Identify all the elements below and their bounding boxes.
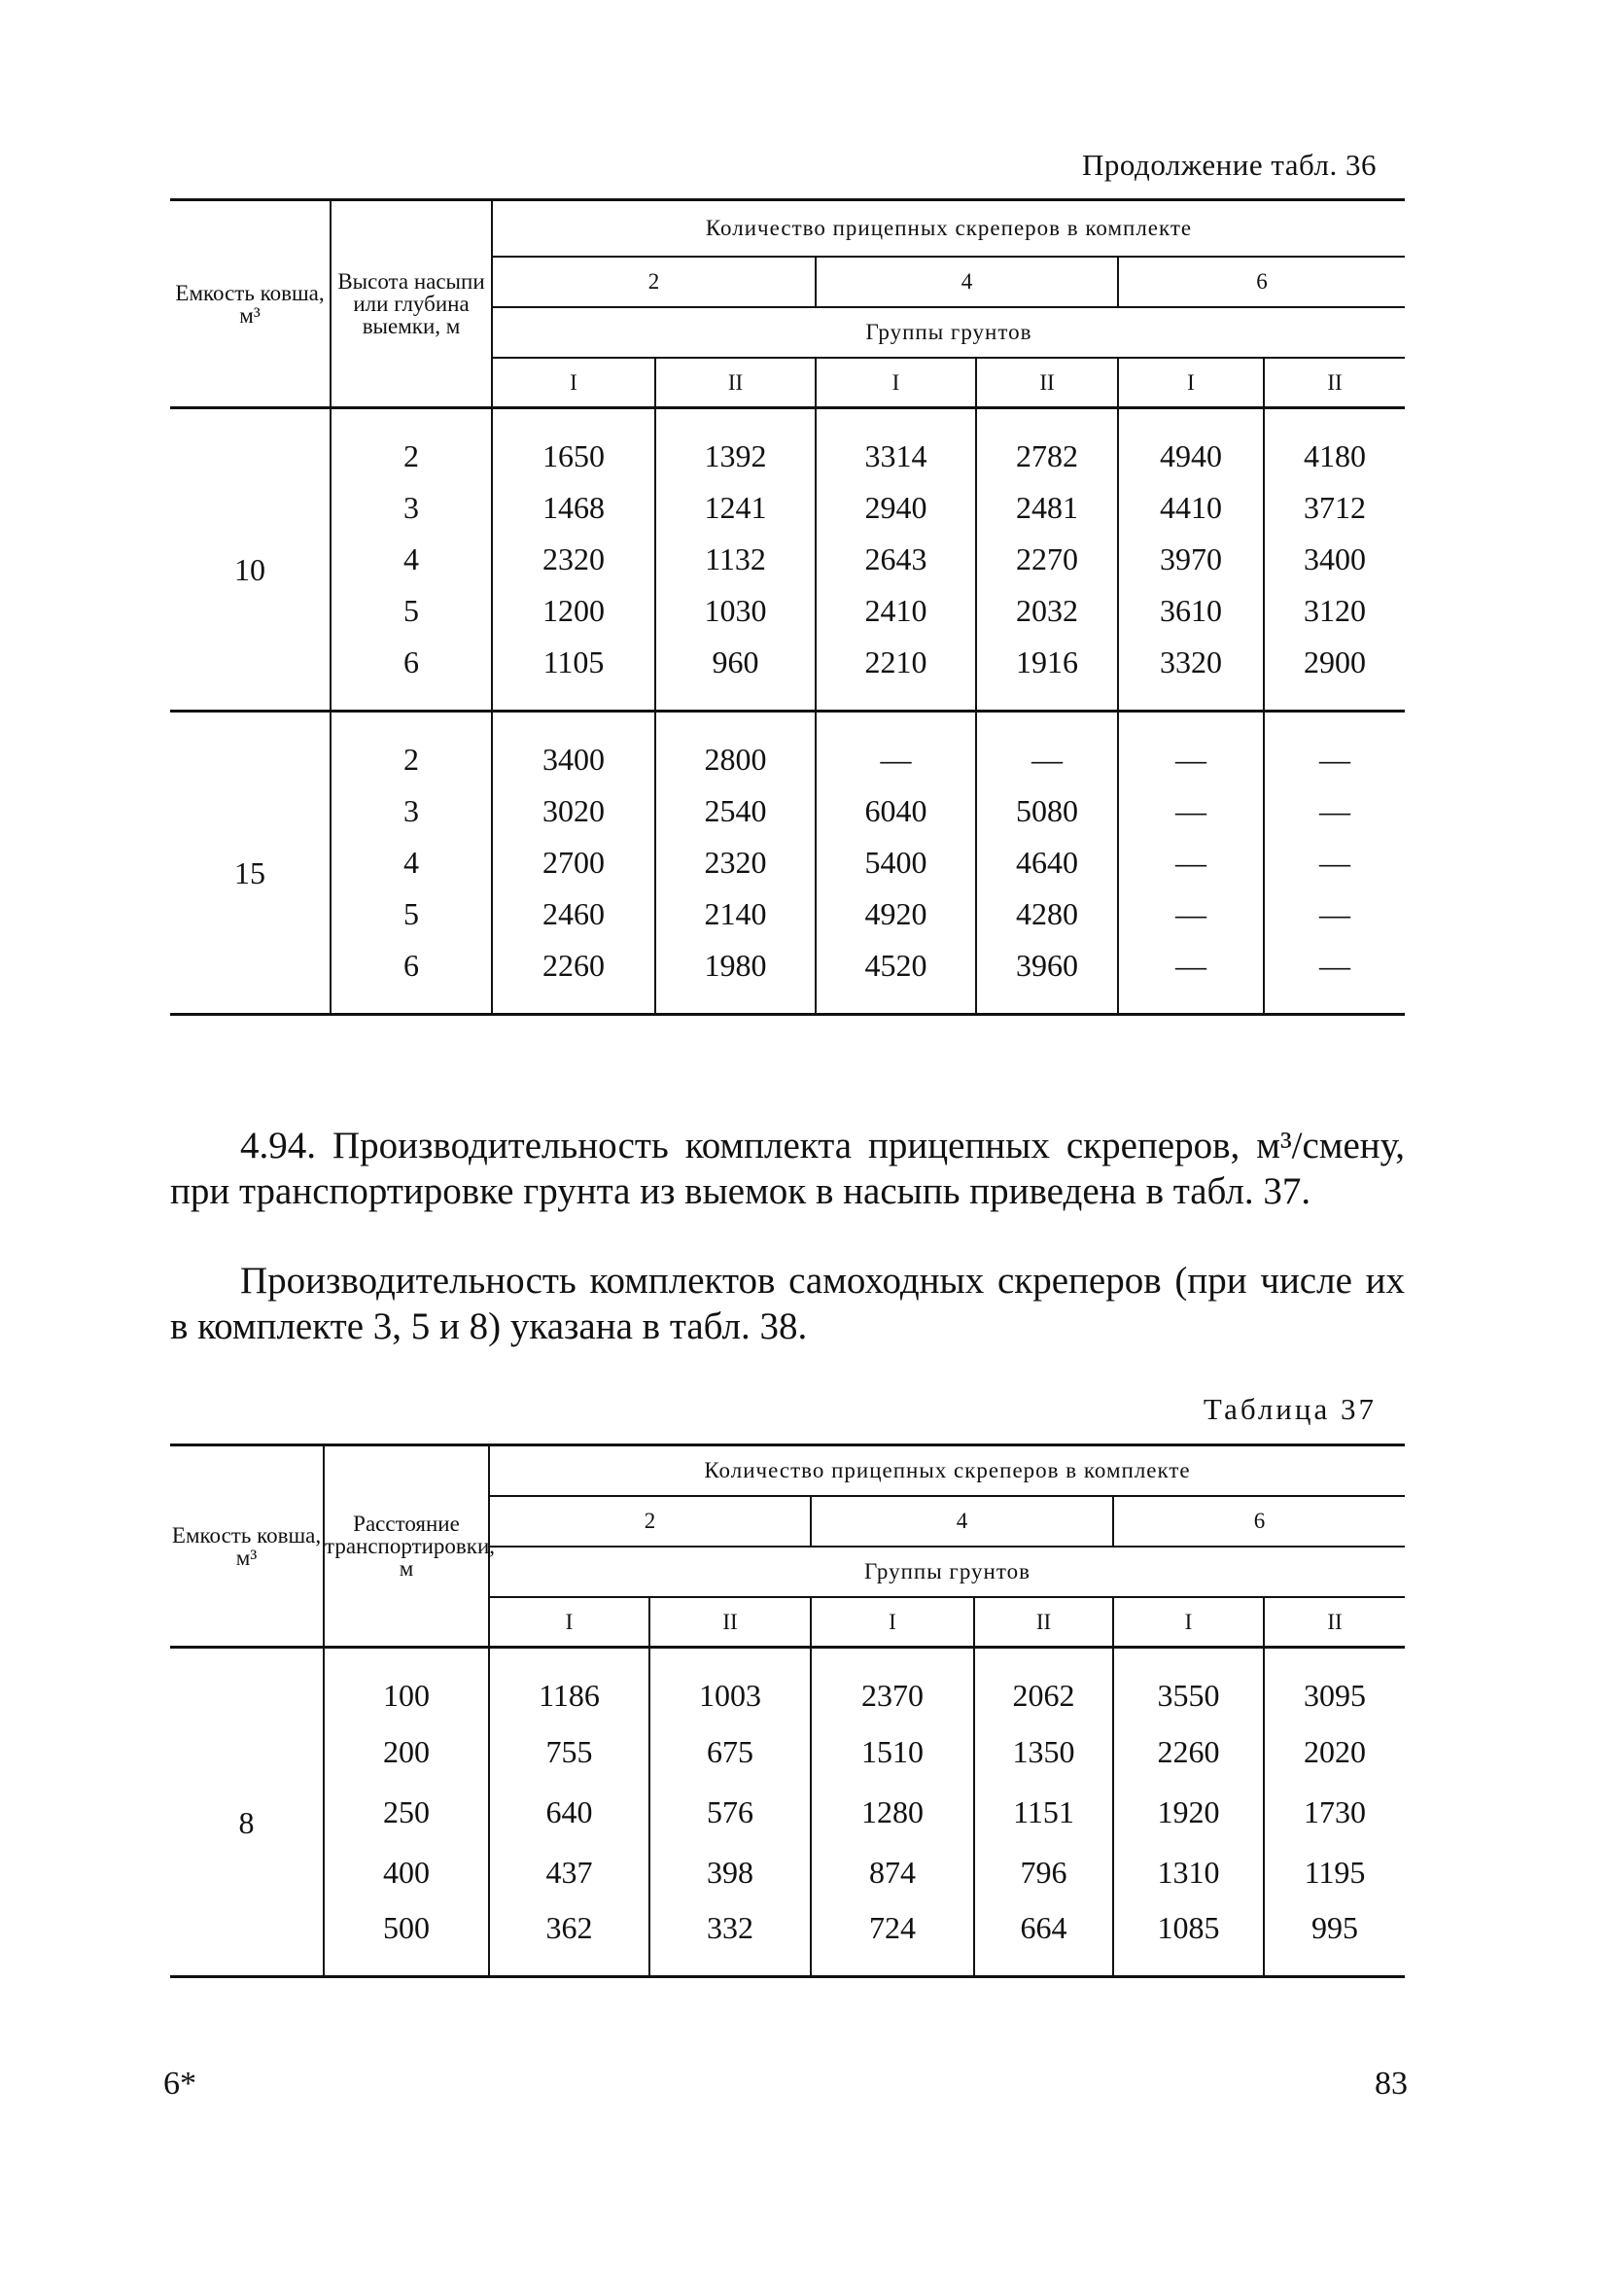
height-cell: 4	[331, 837, 492, 888]
value-cell: 1916	[976, 637, 1118, 712]
value-cell: 2900	[1264, 637, 1405, 712]
value-cell: —	[1118, 940, 1264, 1015]
table-row	[170, 712, 1405, 786]
value-cell: 4280	[976, 888, 1118, 940]
height-cell: 4	[331, 534, 492, 585]
value-cell: 3020	[492, 785, 655, 837]
value-cell: 2800	[655, 712, 816, 786]
value-cell: 3550	[1113, 1648, 1264, 1722]
value-cell: —	[1264, 888, 1405, 940]
table-row	[170, 585, 1405, 637]
value-cell: 5080	[976, 785, 1118, 837]
soil-group-header: II	[976, 358, 1118, 408]
value-cell: —	[976, 712, 1118, 786]
table-36-section-15	[170, 712, 1405, 1015]
table-36-header	[170, 200, 1405, 408]
value-cell: 2320	[655, 837, 816, 888]
distance-cell: 400	[324, 1842, 489, 1902]
value-cell: 1392	[655, 408, 816, 483]
table-36-caption: Продолжение табл. 36	[1082, 148, 1377, 182]
soil-group-header: II	[1264, 358, 1405, 408]
value-cell: 995	[1264, 1902, 1405, 1977]
height-cell: 6	[331, 637, 492, 712]
table-36-section-10	[170, 408, 1405, 712]
count-header-6: 6	[1118, 257, 1405, 307]
scraper-count-group-header: Количество прицепных скреперов в комплекте	[492, 200, 1405, 257]
value-cell: 1241	[655, 482, 816, 534]
table-37-section-8	[170, 1648, 1405, 1977]
capacity-cell: 8	[238, 1804, 255, 1840]
value-cell: 3314	[816, 408, 976, 483]
height-cell: 5	[331, 585, 492, 637]
capacity-cell: 10	[234, 552, 265, 587]
soil-groups-header: Группы грунтов	[489, 1547, 1405, 1597]
value-cell: 1510	[811, 1722, 974, 1782]
value-cell: 4410	[1118, 482, 1264, 534]
soil-group-header: I	[811, 1597, 974, 1648]
value-cell: 2020	[1264, 1722, 1405, 1782]
value-cell: 2210	[816, 637, 976, 712]
paragraph-4-94: 4.94. Производительность комплекта прицепных скреперов, м³/смену, при транспортировке грунта из выемок в насыпь приведена в табл. 37.	[170, 1125, 1405, 1212]
value-cell: 3960	[976, 940, 1118, 1015]
value-cell: 4940	[1118, 408, 1264, 483]
capacity-cell: 15	[234, 855, 265, 890]
value-cell: 4640	[976, 837, 1118, 888]
value-cell: 1132	[655, 534, 816, 585]
table-36	[170, 198, 1405, 1016]
soil-groups-header: Группы грунтов	[492, 307, 1405, 358]
distance-cell: 500	[324, 1902, 489, 1977]
table-37-caption: Таблица 37	[1203, 1392, 1377, 1426]
page-number: 83	[1375, 2066, 1408, 2102]
value-cell: 664	[974, 1902, 1113, 1977]
soil-group-header: II	[649, 1597, 811, 1648]
table-row	[170, 1722, 1405, 1782]
table-row	[170, 482, 1405, 534]
value-cell: 3095	[1264, 1648, 1405, 1722]
value-cell: 2782	[976, 408, 1118, 483]
soil-group-header: I	[1113, 1597, 1264, 1648]
value-cell: 1920	[1113, 1782, 1264, 1842]
value-cell: 1280	[811, 1782, 974, 1842]
value-cell: 3400	[1264, 534, 1405, 585]
value-cell: 675	[649, 1722, 811, 1782]
paragraph-self-propelled: Производительность комплектов самоходных скреперов (при числе их в комплекте 3, 5 и 8) указана в табл. 38.	[170, 1260, 1405, 1347]
value-cell: 2032	[976, 585, 1118, 637]
value-cell: 3320	[1118, 637, 1264, 712]
col-capacity-header: Емкость ковша, м³	[171, 1522, 322, 1570]
distance-cell: 200	[324, 1722, 489, 1782]
value-cell: 1085	[1113, 1902, 1264, 1977]
soil-group-header: II	[1264, 1597, 1405, 1648]
value-cell: 874	[811, 1842, 974, 1902]
value-cell: 332	[649, 1902, 811, 1977]
value-cell: —	[1264, 712, 1405, 786]
table-row	[170, 1648, 1405, 1722]
distance-cell: 100	[324, 1648, 489, 1722]
value-cell: 2481	[976, 482, 1118, 534]
value-cell: 6040	[816, 785, 976, 837]
count-header-6: 6	[1113, 1496, 1405, 1547]
value-cell: 1151	[974, 1782, 1113, 1842]
table-37	[170, 1444, 1405, 1978]
value-cell: 2370	[811, 1648, 974, 1722]
value-cell: 1030	[655, 585, 816, 637]
value-cell: 2540	[655, 785, 816, 837]
table-row	[170, 888, 1405, 940]
value-cell: 3610	[1118, 585, 1264, 637]
value-cell: 2140	[655, 888, 816, 940]
value-cell: —	[1264, 837, 1405, 888]
value-cell: 2700	[492, 837, 655, 888]
soil-group-header: II	[974, 1597, 1113, 1648]
value-cell: —	[1264, 785, 1405, 837]
value-cell: 1200	[492, 585, 655, 637]
soil-group-header: I	[1118, 358, 1264, 408]
value-cell: 724	[811, 1902, 974, 1977]
value-cell: 3120	[1264, 585, 1405, 637]
value-cell: 2643	[816, 534, 976, 585]
height-cell: 6	[331, 940, 492, 1015]
height-cell: 3	[331, 482, 492, 534]
value-cell: 2270	[976, 534, 1118, 585]
value-cell: 2260	[1113, 1722, 1264, 1782]
value-cell: —	[1264, 940, 1405, 1015]
value-cell: —	[1118, 712, 1264, 786]
count-header-4: 4	[816, 257, 1118, 307]
height-cell: 2	[331, 408, 492, 483]
value-cell: —	[1118, 837, 1264, 888]
value-cell: 4520	[816, 940, 976, 1015]
value-cell: 1350	[974, 1722, 1113, 1782]
table-row	[170, 940, 1405, 1015]
value-cell: 1186	[489, 1648, 649, 1722]
value-cell: 1730	[1264, 1782, 1405, 1842]
col-height-header: Высота насыпи или глубина выемки, м	[331, 200, 492, 408]
table-row	[170, 637, 1405, 712]
col-capacity-header: Емкость ковша, м³	[175, 280, 325, 328]
value-cell: 3712	[1264, 482, 1405, 534]
value-cell: 960	[655, 637, 816, 712]
value-cell: 1003	[649, 1648, 811, 1722]
value-cell: 755	[489, 1722, 649, 1782]
value-cell: 1310	[1113, 1842, 1264, 1902]
value-cell: 4180	[1264, 408, 1405, 483]
soil-group-header: I	[816, 358, 976, 408]
value-cell: 2410	[816, 585, 976, 637]
value-cell: —	[1118, 785, 1264, 837]
height-cell: 5	[331, 888, 492, 940]
value-cell: 2460	[492, 888, 655, 940]
table-37-header	[170, 1445, 1405, 1648]
signature-mark: 6*	[163, 2066, 196, 2102]
value-cell: 2260	[492, 940, 655, 1015]
table-row	[170, 837, 1405, 888]
value-cell: —	[1118, 888, 1264, 940]
value-cell: 640	[489, 1782, 649, 1842]
count-header-2: 2	[489, 1496, 811, 1547]
value-cell: —	[816, 712, 976, 786]
value-cell: 1105	[492, 637, 655, 712]
value-cell: 362	[489, 1902, 649, 1977]
value-cell: 1980	[655, 940, 816, 1015]
value-cell: 2320	[492, 534, 655, 585]
soil-group-header: II	[655, 358, 816, 408]
value-cell: 5400	[816, 837, 976, 888]
value-cell: 2940	[816, 482, 976, 534]
soil-group-header: I	[489, 1597, 649, 1648]
soil-group-header: I	[492, 358, 655, 408]
value-cell: 437	[489, 1842, 649, 1902]
count-header-4: 4	[811, 1496, 1113, 1547]
height-cell: 3	[331, 785, 492, 837]
value-cell: 1195	[1264, 1842, 1405, 1902]
scraper-count-group-header: Количество прицепных скреперов в комплекте	[489, 1445, 1405, 1496]
distance-cell: 250	[324, 1782, 489, 1842]
value-cell: 1468	[492, 482, 655, 534]
value-cell: 796	[974, 1842, 1113, 1902]
table-row	[170, 785, 1405, 837]
value-cell: 3970	[1118, 534, 1264, 585]
value-cell: 1650	[492, 408, 655, 483]
value-cell: 576	[649, 1782, 811, 1842]
value-cell: 2062	[974, 1648, 1113, 1722]
count-header-2: 2	[492, 257, 816, 307]
height-cell: 2	[331, 712, 492, 786]
table-row	[170, 1842, 1405, 1902]
table-row	[170, 1782, 1405, 1842]
table-row	[170, 534, 1405, 585]
table-row	[170, 1902, 1405, 1977]
col-distance-header: Расстояние транспортировки, м	[324, 1445, 489, 1648]
table-row	[170, 408, 1405, 483]
value-cell: 398	[649, 1842, 811, 1902]
value-cell: 4920	[816, 888, 976, 940]
value-cell: 3400	[492, 712, 655, 786]
